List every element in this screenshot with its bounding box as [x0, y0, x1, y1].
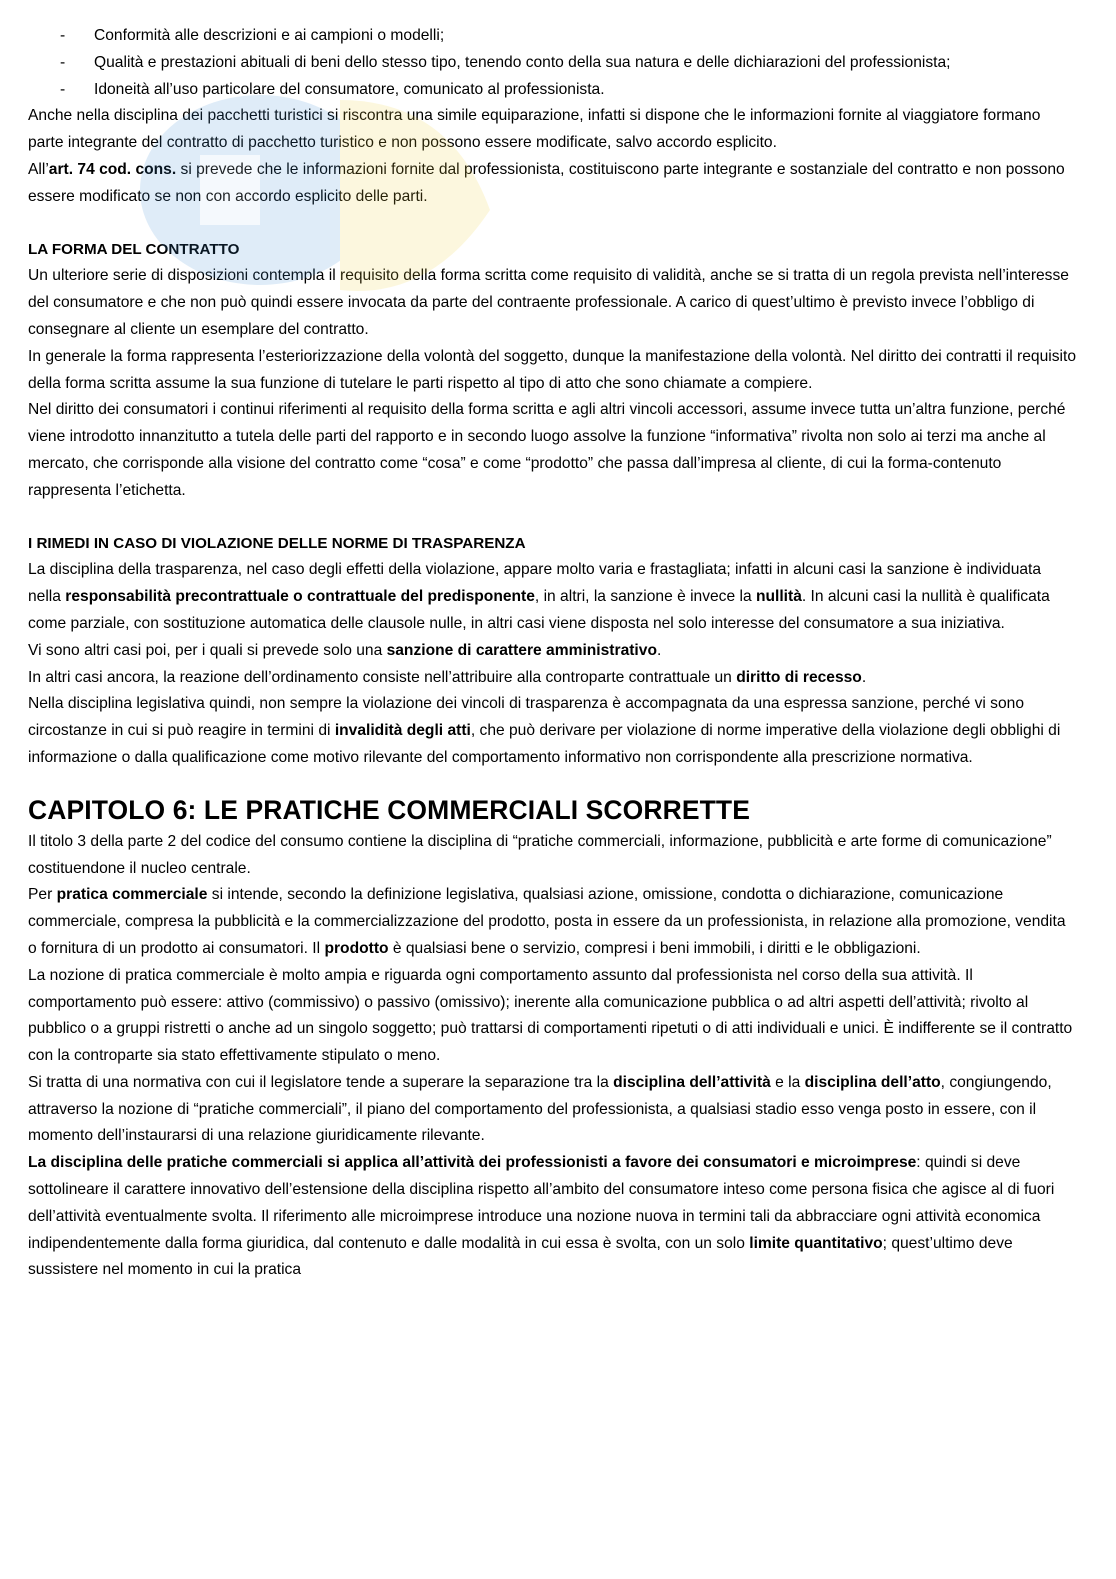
- paragraph: Nel diritto dei consumatori i continui riferimenti al requisito della forma scritta e agli altri vincoli accessori, assume invece tutta un’altra funzione, perché viene introdotto innanzitutto a tutela delle parti del rapporto e in secondo luogo assolve la funzione “informativa” rivolta non solo ai terzi ma anche al mercato, che corrisponde alla visione del contratto come “cosa” e come “prodotto” che passa dall’impresa al cliente, di cui la forma-contenuto rappresenta l’etichetta.: [28, 401, 1066, 499]
- list-item: - Qualità e prestazioni abituali di beni dello stesso tipo, tenendo conto della sua natura e delle dichiarazioni del professionista;: [60, 53, 951, 71]
- bullet-list: [28, 23, 1076, 103]
- paragraph: La disciplina delle pratiche commerciali si applica all’attività dei professionisti a favore dei consumatori e microimprese: quindi si deve sottolineare il carattere innovativo dell’estensione della disciplina rispetto all’ambito del consumatore inteso come persona fisica che agisce al di fuori dell’attività eventualmente svolta. Il riferimento alle microimprese introduce una nozione nuova in termini tali da abbracciare ogni attività economica indipendentemente dalla forma giuridica, dal contenuto e dalle modalità in cui essa è svolta, con un solo limite quantitativo; quest’ultimo deve sussistere nel momento in cui la pratica: [28, 1154, 1055, 1279]
- paragraph: In generale la forma rappresenta l’esteriorizzazione della volontà del soggetto, dunque la manifestazione della volontà. Nel diritto dei contratti il requisito della forma scritta assume la sua funzione di tutelare le parti rispetto al tipo di atto che sono chiamate a compiere.: [28, 347, 1076, 392]
- paragraph: La nozione di pratica commerciale è molto ampia e riguarda ogni comportamento assunto dal professionista nel corso della sua attività. Il comportamento può essere: attivo (commissivo) o passivo (omissivo); inerente alla comunicazione pubblica o ad altri aspetti dell’attività; rivolto al pubblico o a gruppi ristretti o anche ad un singolo soggetto; può trattarsi di comportamenti ripetuti o di atti individuali e unici. È indifferente se il contratto con la controparte sia stato effettivamente stipulato o meno.: [28, 966, 1073, 1065]
- paragraph: Un ulteriore serie di disposizioni contempla il requisito della forma scritta come requisito di validità, anche se si tratta di un regola prevista nell’interesse del consumatore e che non può quindi essere invocata da parte del contraente professionale. A carico di quest’ultimo è previsto invece l’obbligo di consegnare al cliente un esemplare del contratto.: [28, 267, 1069, 338]
- bold-term: invalidità degli atti: [334, 722, 471, 740]
- paragraph: In altri casi ancora, la reazione dell’ordinamento consiste nell’attribuire alla controparte contrattuale un diritto di recesso.: [28, 668, 867, 686]
- paragraph: Anche nella disciplina dei pacchetti turistici si riscontra una simile equiparazione, infatti si dispone che le informazioni fornite al viaggiatore formano parte integrante del contratto di pacchetto turistico e non possono essere modificate, salvo accordo esplicito.: [28, 107, 1041, 152]
- section-heading: I RIMEDI IN CASO DI VIOLAZIONE DELLE NORME DI TRASPARENZA: [28, 534, 526, 552]
- bold-term: disciplina dell’attività: [613, 1073, 771, 1091]
- paragraph: La disciplina della trasparenza, nel caso degli effetti della violazione, appare molto varia e frastagliata; infatti in alcuni casi la sanzione è individuata nella responsabilità precontrattuale o contrattuale del predisponente, in altri, la sanzione è invece la nullità. In alcuni casi la nullità è qualificata come parziale, con sostituzione automatica delle clausole nulle, in altri casi viene disposta nel solo interesse del consumatore a sua iniziativa.: [28, 561, 1050, 632]
- paragraph: Si tratta di una normativa con cui il legislatore tende a superare la separazione tra la disciplina dell’attività e la disciplina dell’atto, congiungendo, attraverso la nozione di “pratiche commerciali”, il piano del comportamento del professionista, a qualsiasi stadio esso venga posto in essere, con il momento dell’instaurarsi di una relazione giuridicamente rilevante.: [28, 1073, 1052, 1145]
- bold-term: sanzione di carattere amministrativo: [386, 641, 657, 659]
- paragraph: All’art. 74 cod. cons. si prevede che le informazioni fornite dal professionista, costituiscono parte integrante e sostanziale del contratto e non possono essere modificato se non con accordo esplicito delle parti.: [28, 160, 1065, 205]
- bold-term: disciplina dell’atto: [804, 1073, 941, 1091]
- paragraph: Il titolo 3 della parte 2 del codice del consumo contiene la disciplina di “pratiche commerciali, informazione, pubblicità e arte forme di comunicazione” costituendone il nucleo centrale.: [28, 832, 1052, 877]
- bold-term: responsabilità precontrattuale o contrattuale del predisponente: [65, 588, 535, 606]
- bold-term: diritto di recesso: [736, 668, 862, 686]
- section-heading: LA FORMA DEL CONTRATTO: [28, 240, 240, 258]
- bold-term: nullità: [755, 588, 802, 606]
- bold-term: prodotto: [324, 939, 389, 957]
- paragraph: Vi sono altri casi poi, per i quali si prevede solo una sanzione di carattere amministrativo.: [28, 641, 662, 659]
- chapter-title: CAPITOLO 6: LE PRATICHE COMMERCIALI SCORRETTE: [28, 794, 750, 825]
- bold-term: pratica commerciale: [56, 886, 208, 904]
- paragraph: Nella disciplina legislativa quindi, non sempre la violazione dei vincoli di trasparenza è accompagnata da una espressa sanzione, perché vi sono circostanze in cui si può reagire in termini di invalidità degli atti, che può derivare per violazione di norme imperative della violazione degli obblighi di informazione o dalla qualificazione come motivo rilevante del comportamento informativo non corrispondente alla prescrizione normativa.: [28, 695, 1061, 766]
- paragraph: Per pratica commerciale si intende, secondo la definizione legislativa, qualsiasi azione, omissione, condotta o dichiarazione, comunicazione commerciale, compresa la pubblicità e la commercializzazione del prodotto, posta in essere da un professionista, in relazione alla promozione, vendita o fornitura di un prodotto ai consumatori. Il prodotto è qualsiasi bene o servizio, compresi i beni immobili, i diritti e le obbligazioni.: [28, 886, 1066, 957]
- list-item: - Conformità alle descrizioni e ai campioni o modelli;: [60, 27, 445, 44]
- bold-term: La disciplina delle pratiche commerciali si applica all’attività dei professionisti a favore dei consumatori e microimprese: [28, 1154, 917, 1172]
- list-item: - Idoneità all’uso particolare del consumatore, comunicato al professionista.: [60, 80, 605, 98]
- bold-term: art. 74 cod. cons.: [48, 160, 177, 178]
- bold-term: limite quantitativo: [749, 1234, 883, 1252]
